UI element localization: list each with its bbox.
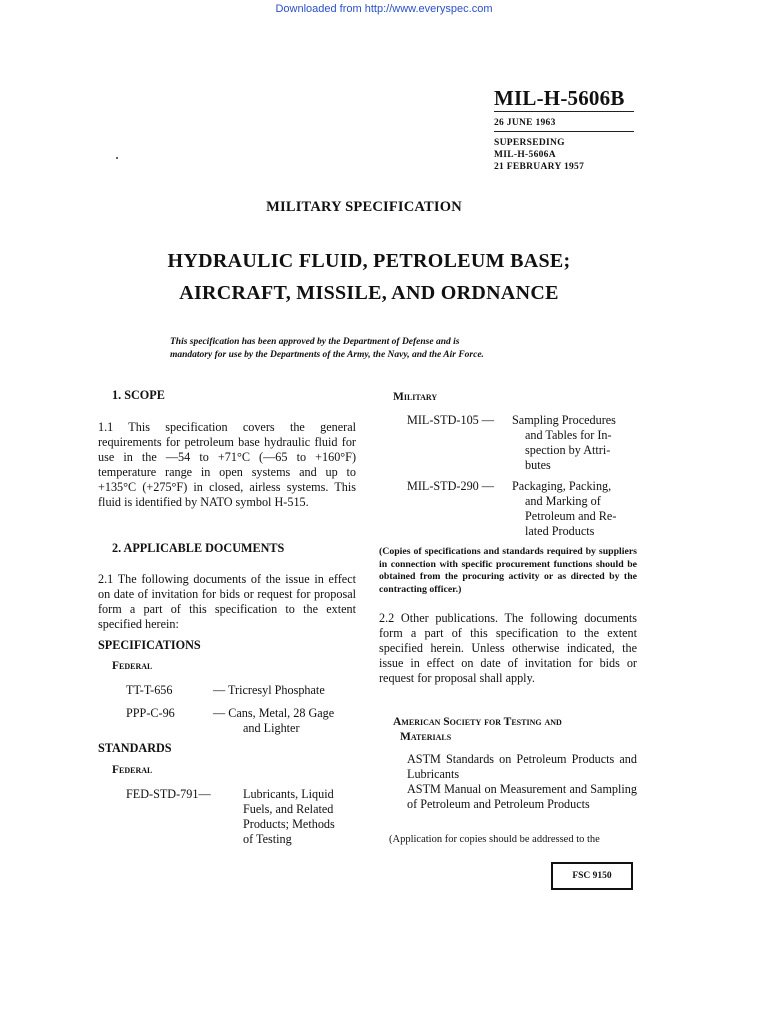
mil-std-290-title-line-4: lated Products [525, 524, 595, 538]
fed-std-791-title-line-3: Products; Methods [243, 817, 335, 831]
applicable-documents-paragraph: 2.1 The following documents of the issue in effect on date of invitation for bids or request for proposal form a part of this specification to the extent specified herein: [98, 572, 356, 631]
scan-speck [116, 157, 118, 159]
fed-std-791-number: FED-STD-791— [126, 787, 211, 801]
title-line-1: HYDRAULIC FLUID, PETROLEUM BASE; [167, 250, 571, 272]
standards-heading: STANDARDS [98, 741, 172, 755]
mil-std-290-title-line-3: Petroleum and Re- [525, 509, 617, 523]
other-publications-paragraph: 2.2 Other publications. The following documents form a part of this specification to the extent specified herein. Unless otherwise indicated, the issue in effect on date of invitation for bids or request for proposal shall apply. [379, 611, 637, 685]
astm-organization-line-2: Materials [400, 731, 452, 743]
spec-ppp-c-96-title-line-2: and Lighter [243, 721, 300, 735]
astm-organization-line-1: American Society for Testing and [393, 716, 562, 728]
applicable-documents-heading: 2. APPLICABLE DOCUMENTS [112, 541, 285, 555]
fsc-box: FSC 9150 [551, 862, 633, 890]
download-source-link[interactable]: Downloaded from http://www.everyspec.com [275, 3, 493, 15]
copies-note: (Copies of specifications and standards required by suppliers in connection with specific procurement functions should be obtained from the procuring activity or as directed by the contracting officer.) [379, 546, 637, 595]
superseding-label: SUPERSEDING [494, 138, 565, 148]
document-date: 26 JUNE 1963 [494, 118, 556, 128]
mil-std-105-title-line-1: Sampling Procedures [512, 413, 616, 427]
superseded-date: 21 FEBRUARY 1957 [494, 162, 585, 172]
application-note: (Application for copies should be addressed to the [389, 834, 600, 845]
specification-heading: MILITARY SPECIFICATION [266, 199, 462, 215]
approval-line-1: This specification has been approved by the Department of Defense and is [170, 337, 460, 347]
mil-std-290-title-line-2: and Marking of [525, 494, 601, 508]
spec-ppp-c-96-title-line-1: — Cans, Metal, 28 Gage [213, 706, 335, 720]
federal-label-standards: Federal [112, 764, 153, 776]
federal-label-specifications: Federal [112, 660, 153, 672]
mil-std-105-title-line-2: and Tables for In- [525, 428, 612, 442]
astm-manual-item: ASTM Manual on Measurement and Sampling of Petroleum and Petroleum Products [407, 782, 637, 811]
astm-standards-item: ASTM Standards on Petroleum Products and Lubricants [407, 752, 637, 781]
military-label: Military [393, 391, 438, 403]
spec-ppp-c-96-number: PPP-C-96 [126, 706, 175, 720]
document-number: MIL-H-5606B [494, 86, 625, 110]
mil-std-290-number: MIL-STD-290 — [407, 479, 494, 493]
fed-std-791-title-line-4: of Testing [243, 832, 292, 846]
mil-std-105-number: MIL-STD-105 — [407, 413, 494, 427]
mil-std-290-title-line-1: Packaging, Packing, [512, 479, 612, 493]
header-rule-top [494, 111, 634, 112]
spec-tt-t-656-number: TT-T-656 [126, 683, 173, 697]
scope-heading: 1. SCOPE [112, 388, 165, 402]
specifications-heading: SPECIFICATIONS [98, 638, 201, 652]
spec-tt-t-656-title: — Tricresyl Phosphate [213, 683, 325, 697]
scope-paragraph: 1.1 This specification covers the general requirements for petroleum base hydraulic fluid for use in the —54 to +71°C (—65 to +160°F) temperature range in open systems and up to +135°C (+275°F) in closed, airless systems. This fluid is identified by NATO symbol H-515. [98, 420, 356, 509]
fed-std-791-title-line-1: Lubricants, Liquid [243, 787, 334, 801]
title-line-2: AIRCRAFT, MISSILE, AND ORDNANCE [179, 282, 559, 304]
mil-std-105-title-line-4: butes [525, 458, 551, 472]
superseded-number: MIL-H-5606A [494, 150, 556, 160]
approval-statement [170, 336, 590, 362]
approval-line-2: mandatory for use by the Departments of the Army, the Navy, and the Air Force. [170, 350, 484, 360]
mil-std-105-title-line-3: spection by Attri- [525, 443, 611, 457]
fed-std-791-title-line-2: Fuels, and Related [243, 802, 334, 816]
header-rule-bottom [494, 131, 634, 132]
